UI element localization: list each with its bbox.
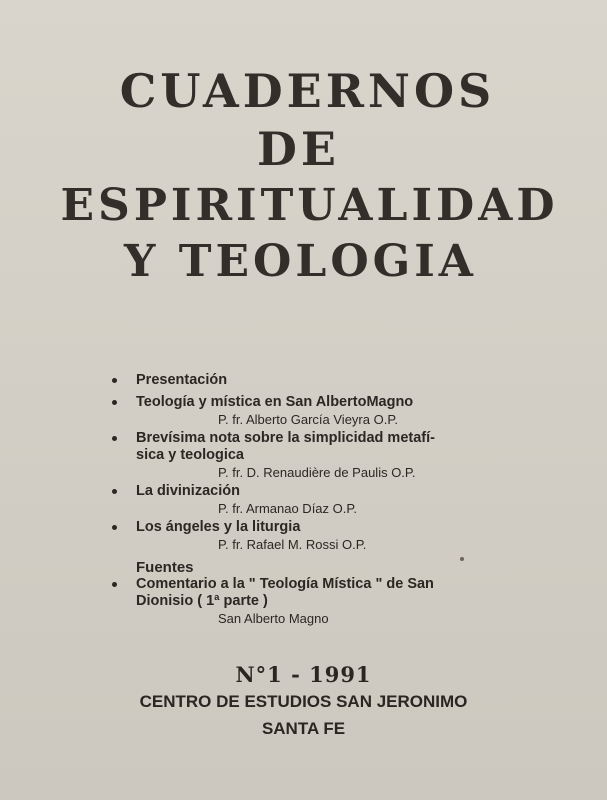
bullet-icon xyxy=(112,489,117,494)
toc-item-title: Presentación xyxy=(136,372,228,388)
toc-item xyxy=(112,430,512,481)
issue-number: N°1 - 1991 xyxy=(235,662,372,687)
table-of-contents xyxy=(112,372,512,627)
toc-item-author: P. fr. Armanao Díaz O.P. xyxy=(218,501,357,516)
title-line-2: DE xyxy=(257,122,340,176)
bullet-icon xyxy=(112,525,117,530)
toc-item-author: San Alberto Magno xyxy=(218,611,329,626)
toc-item xyxy=(112,576,512,627)
publisher: CENTRO DE ESTUDIOS SAN JERONIMO xyxy=(139,692,468,711)
toc-item xyxy=(112,372,512,389)
title-line-1: CUADERNOS xyxy=(119,64,496,118)
bullet-icon xyxy=(112,436,117,441)
toc-item-title: Comentario a la " Teología Mística " de San xyxy=(136,576,434,592)
fuentes-heading: Fuentes xyxy=(136,559,194,576)
toc-item-author: P. fr. Rafael M. Rossi O.P. xyxy=(218,537,367,552)
paper-speck xyxy=(460,557,464,561)
toc-item-author: P. fr. Alberto García Vieyra O.P. xyxy=(218,412,398,427)
bullet-icon xyxy=(112,400,117,405)
toc-item-title: La divinización xyxy=(136,483,240,499)
city: SANTA FE xyxy=(261,719,346,738)
toc-item xyxy=(112,519,512,553)
title-line-3: ESPIRITUALIDAD xyxy=(60,180,559,231)
toc-item xyxy=(112,394,512,428)
toc-item-title-continued: Dionisio ( 1ª parte ) xyxy=(136,593,268,609)
title-line-4: Y TEOLOGIA xyxy=(124,236,477,287)
toc-item xyxy=(112,483,512,517)
bullet-icon xyxy=(112,378,117,383)
toc-item-title-continued: sica y teologica xyxy=(136,447,244,463)
toc-item-title: Brevísima nota sobre la simplicidad metafí- xyxy=(136,430,435,446)
journal-title xyxy=(0,64,607,287)
toc-item-author: P. fr. D. Renaudière de Paulis O.P. xyxy=(218,465,416,480)
bullet-icon xyxy=(112,582,117,587)
toc-item-title: Los ángeles y la liturgia xyxy=(136,519,301,535)
toc-item-title: Teología y mística en San AlbertoMagno xyxy=(136,394,414,410)
